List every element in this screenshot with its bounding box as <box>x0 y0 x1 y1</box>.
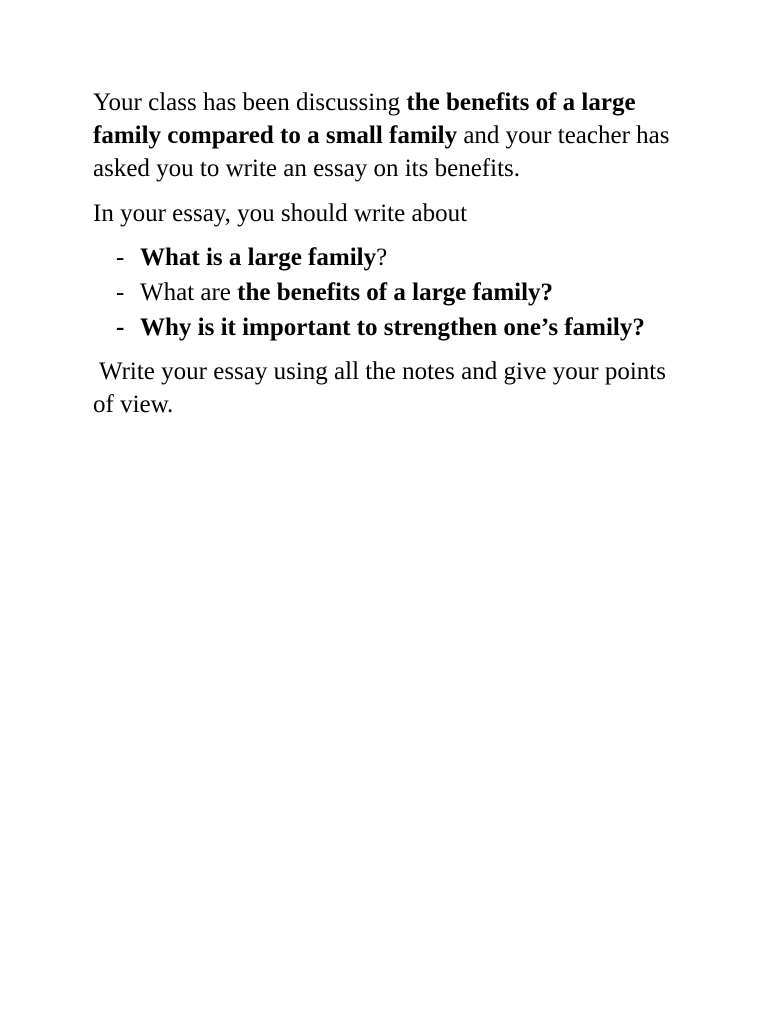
closing-instruction: Write your essay using all the notes and give your points of view. <box>93 358 666 418</box>
point-item-1 <box>93 241 683 274</box>
point-3-bold: Why is it important to strengthen one’s family? <box>140 314 645 341</box>
bullet-dash: - <box>116 244 125 271</box>
point-1-end: ? <box>376 244 388 271</box>
intro-bold-topic: the benefits of a large family compared to a small family <box>93 89 636 149</box>
point-1-bold: What is a large family <box>140 244 377 271</box>
intro-text-end: and your teacher has asked you to write an essay on its benefits. <box>93 122 670 182</box>
intro-paragraph <box>93 86 683 185</box>
lead-sentence: In your essay, you should write about <box>93 200 468 227</box>
point-2-bold: the benefits of a large family? <box>237 279 554 306</box>
bullet-dash: - <box>116 279 125 306</box>
point-item-3 <box>93 311 683 344</box>
point-2-start: What are <box>140 279 238 306</box>
essay-points-list <box>93 241 683 344</box>
bullet-dash: - <box>116 314 125 341</box>
essay-prompt-page <box>93 86 683 421</box>
point-item-2 <box>93 276 683 309</box>
intro-text-start: Your class has been discussing <box>93 89 407 116</box>
